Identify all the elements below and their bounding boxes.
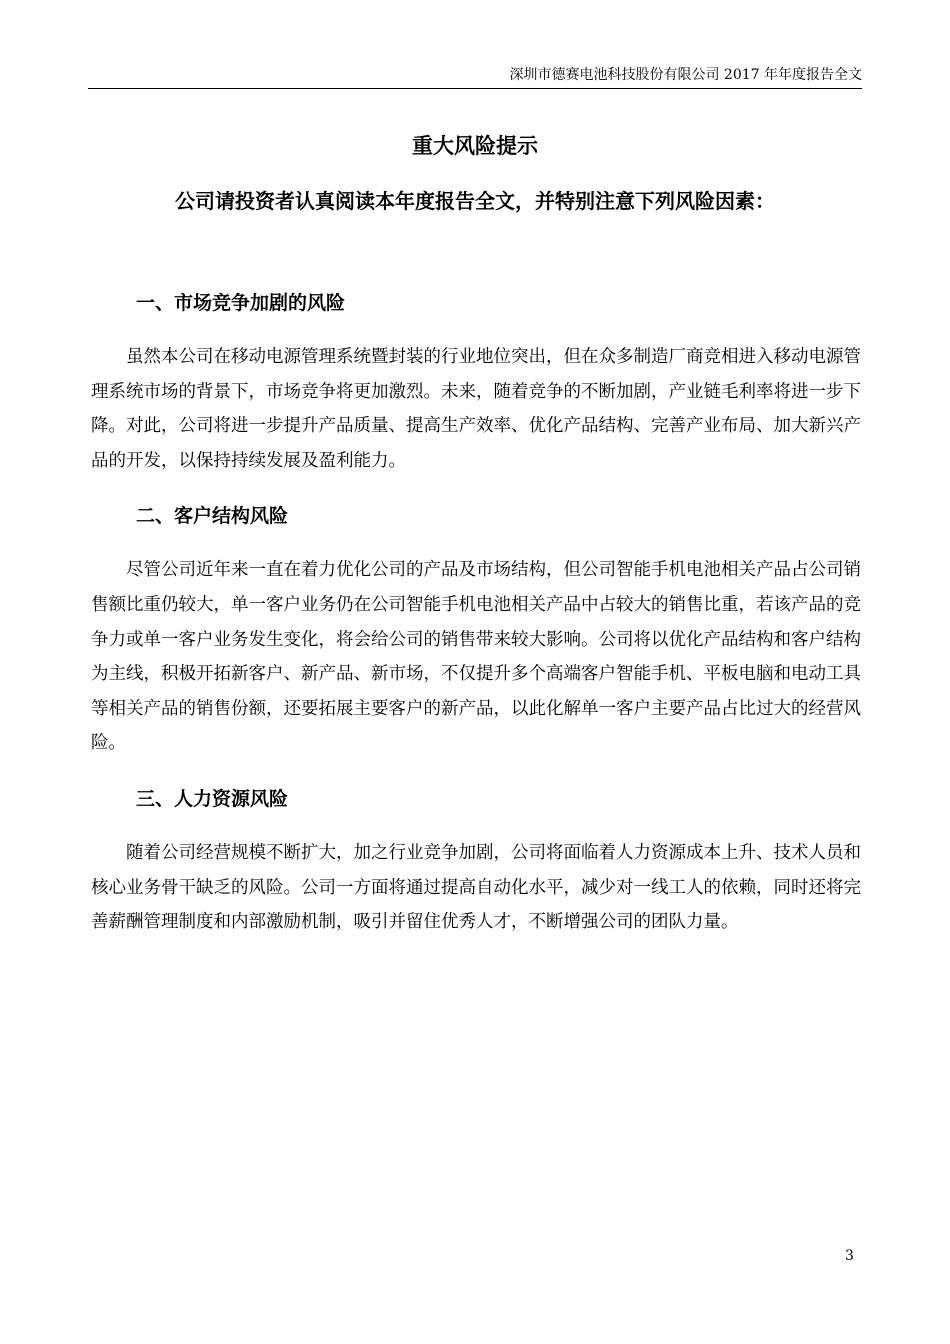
section-heading-market-competition: 一、市场竞争加剧的风险 [136, 292, 346, 314]
page-title: 重大风险提示 [412, 134, 538, 158]
running-header: 深圳市德赛电池科技股份有限公司 2017 年年度报告全文 [509, 67, 862, 83]
section-body-customer-structure: 尽管公司近年来一直在着力优化公司的产品及市场结构，但公司智能手机电池相关产品占公司销售额比重仍较大，单一客户业务仍在公司智能手机电池相关产品中占较大的销售比重，若该产品的竞争力或单一客户业务发生变化，将会给公司的销售带来较大影响。公司将以优化产品结构和客户结构为主线，积极开拓新客户、新产品、新市场，不仅提升多个高端客户智能手机、平板电脑和电动工具等相关产品的销售份额，还要拓展主要客户的新产品，以此化解单一客户主要产品占比过大的经营风险。 [91, 560, 861, 754]
header-divider [88, 88, 862, 89]
page-subtitle: 公司请投资者认真阅读本年度报告全文，并特别注意下列风险因素： [175, 189, 775, 213]
section-heading-human-resources: 三、人力资源风险 [136, 787, 289, 810]
section-heading-customer-structure: 二、客户结构风险 [136, 505, 289, 528]
document-body [91, 288, 861, 940]
page-number: 3 [845, 1248, 854, 1264]
section-body-market-competition: 虽然本公司在移动电源管理系统暨封装的行业地位突出，但在众多制造厂商竞相进入移动电源管理系统市场的背景下，市场竞争将更加激烈。未来，随着竞争的不断加剧，产业链毛利率将进一步下降。对此，公司将进一步提升产品质量、提高生产效率、优化产品结构、完善产业布局、加大新兴产品的开发，以保持持续发展及盈利能力。 [91, 347, 861, 471]
section-body-human-resources: 随着公司经营规模不断扩大，加之行业竞争加剧，公司将面临着人力资源成本上升、技术人员和核心业务骨干缺乏的风险。公司一方面将通过提高自动化水平，减少对一线工人的依赖，同时还将完善薪酬管理制度和内部激励机制，吸引并留住优秀人才，不断增强公司的团队力量。 [91, 842, 861, 933]
